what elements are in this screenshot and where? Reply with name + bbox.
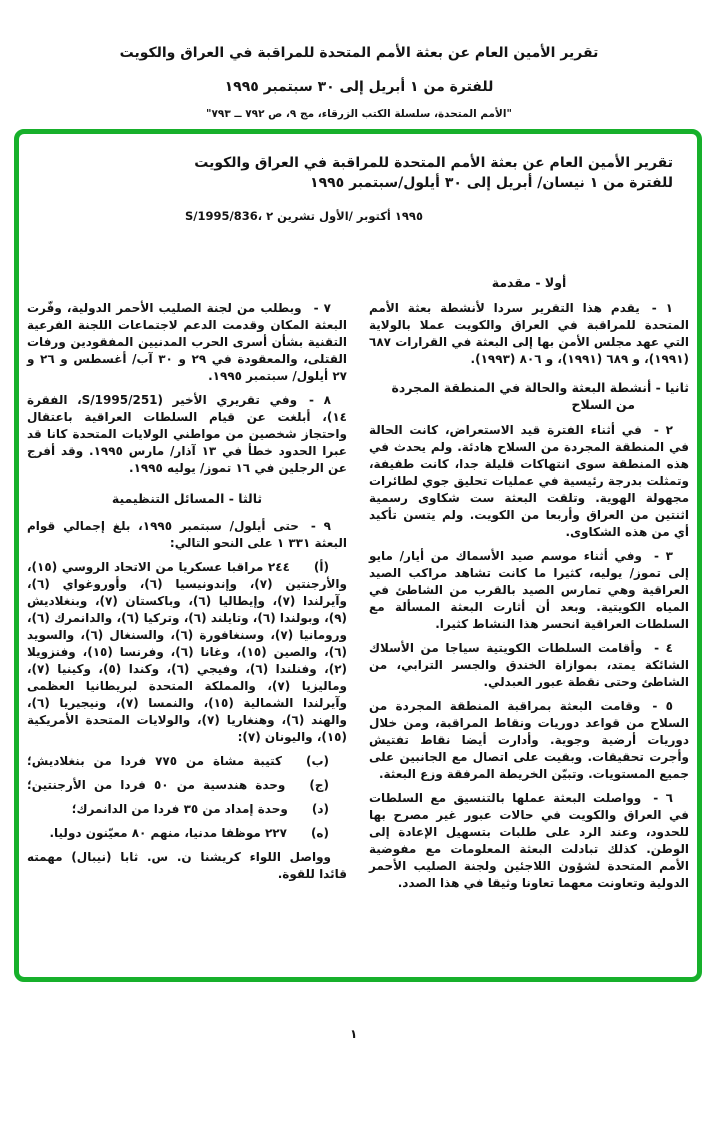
header-source-line: "الأمم المتحدة، سلسلة الكتب الزرقاء، مج ٩، ص ٧٩٢ ــ ٧٩٣" (206, 108, 512, 120)
paragraph-6 (369, 790, 689, 892)
section-heading-2: ثانيا - أنشطة البعثة والحالة في المنطقة المجردة من السلاح (391, 380, 689, 412)
section-heading-1: أولا - مقدمة (491, 275, 567, 290)
document-title-line2: للفترة من ١ نيسان/ أبريل إلى ٣٠ أيلول/سبتمبر ١٩٩٥ (310, 175, 673, 191)
paragraph-8 (27, 392, 347, 477)
paragraph-8-number: ٨ - (309, 393, 331, 407)
document-columns (19, 224, 697, 892)
paragraph-3-number: ٣ - (653, 549, 673, 563)
paragraph-8-text: وفي تقريري الأخير (S/1995/251، الفقرة ١٤)، أبلغت عن قيام السلطات العراقية باعتقال واحتجاز شخصين من مواطني الولايات المتحدة كانا قد عبرا الحدود خطأ في ١٣ آذار/ مارس ١٩٩٥. وقد أفرج عن الرجلين في ١٦ تموز/ يوليه ١٩٩٥. (27, 393, 347, 475)
paragraph-3-text: وفي أثناء موسم صيد الأسماك من أيار/ مايو إلى تموز/ يوليه، كثيرا ما كانت تشاهد مراكب الصيد العراقية وهي تمارس الصيد بالقرب من الشاطئ في المياه الكويتية. وبعد أن أثارت البعثة المسألة مع السلطات العراقية انحسر هذا النشاط كثيرا. (369, 549, 689, 631)
list-item-b-text: كتيبة مشاة من ٧٧٥ فردا من بنغلاديش؛ (27, 754, 282, 768)
paragraph-1 (369, 300, 689, 368)
list-item-d (27, 801, 347, 818)
list-item-a-text: ٢٤٤ مراقبا عسكريا من الاتحاد الروسي (١٥)، والأرجنتين (٧)، وإندونيسيا (٦)، وأوروغواي (٦)، وآيرلندا (٧)، وإيطاليا (٦)، وباكستان (٧)، وبنغلاديش (٩)، وبولندا (٦)، وتايلند (٦)، وتركيا (٦)، والدانمرك (٦)، ورومانيا (٧)، وسنغافورة (٦)، والسنغال (٦)، والسويد (٦)، والصين (١٥)، وغانا (٦)، وفرنسا (١٥)، وفنزويلا (٢)، وفنلندا (٦)، وفيجي (٦)، وكندا (٥)، وكينيا (٧)، وماليزيا (٧)، والمملكة المتحدة لبريطانيا العظمى وآيرلندا الشمالية (١٥)، والنمسا (٧)، ونيجيريا (٦)، والهند (٦)، وهنغاريا (٧)، والولايات المتحدة الأمريكية (١٥)، واليونان (٧): (27, 560, 348, 744)
list-item-a-marker: (أ) (313, 560, 329, 574)
list-item-e-text: ٢٢٧ موظفا مدنيا، منهم ٨٠ معيّنون دوليا. (49, 826, 287, 840)
paragraph-2 (369, 422, 689, 541)
document-title (19, 134, 697, 193)
column-left (27, 274, 347, 892)
paragraph-1-number: ١ - (651, 301, 673, 315)
paragraph-2-number: ٢ - (653, 423, 673, 437)
paragraph-7-text: وبطلب من لجنة الصليب الأحمر الدولية، وفّرت البعثة المكان وقدمت الدعم لاجتماعات اللجنة الفرعية التقنية بشأن أسرى الحرب المدنيين المفقودين ورفات القتلى، والمعقودة في ٢٩ و ٣٠ آب/ أغسطس و ٢٦ و ٢٧ أيلول/ سبتمبر ١٩٩٥. (27, 301, 347, 383)
header-title-line2: للفترة من ١ أبريل إلى ٣٠ سبتمبر ١٩٩٥ (224, 79, 494, 95)
closing-paragraph-text: وواصل اللواء كريشنا ن. س. ثابا (نيبال) مهمته قائدا للقوة. (27, 850, 347, 881)
document-title-line1: تقرير الأمين العام عن بعثة الأمم المتحدة للمراقبة في العراق والكويت (194, 155, 673, 171)
document-symbol-date: S/1995/836، ٢ تشرين الأول/ أكتوبر ١٩٩٥ (185, 209, 423, 223)
paragraph-7-number: ٧ - (313, 301, 331, 315)
list-item-e-marker: (ه) (310, 826, 329, 840)
paragraph-5-text: وقامت البعثة بمراقبة المنطقة المجردة من السلاح من قواعد دوريات ونقاط المراقبة، ومن خلال دوريات أرضية وجوية. وأدارت أيضا نقاط تفتيش وأجرت تحقيقات. وبقيت على اتصال مع الجانبين على جميع المستويات. وتبيّن الخريطة المرفقة وزع البعثة. (369, 699, 689, 781)
paragraph-7 (27, 300, 347, 385)
paragraph-1-text: يقدم هذا التقرير سردا لأنشطة بعثة الأمم المتحدة للمراقبة في العراق والكويت عملا بالولاية التي عهد مجلس الأمن بها إلى البعثة في القرارات ٦٨٧ (١٩٩١)، و ٦٨٩ (١٩٩١)، و ٨٠٦ (١٩٩٣). (369, 301, 689, 366)
page-header (0, 44, 718, 121)
list-item-d-text: وحدة إمداد من ٣٥ فردا من الدانمرك؛ (71, 802, 288, 816)
list-item-b (27, 753, 347, 770)
paragraph-4-number: ٤ - (654, 641, 673, 655)
paragraph-5-number: ٥ - (652, 699, 673, 713)
list-item-e (27, 825, 347, 842)
section-heading-3: ثالثا - المسائل التنظيمية (111, 491, 263, 506)
list-item-d-marker: (د) (311, 802, 329, 816)
paragraph-4 (369, 640, 689, 691)
list-item-c-text: وحدة هندسية من ٥٠ فردا من الأرجنتين؛ (27, 778, 286, 792)
document-frame (14, 129, 702, 982)
paragraph-5 (369, 698, 689, 783)
paragraph-6-number: ٦ - (653, 791, 673, 805)
paragraph-3 (369, 548, 689, 633)
paragraph-4-text: وأقامت السلطات الكويتية سياجا من الأسلاك الشائكة يمتد، بموازاة الخندق والجسر الترابي، من الشاطئ وحتى نقطة عبور العبدلي. (369, 641, 689, 689)
list-item-c (27, 777, 347, 794)
closing-paragraph (27, 849, 347, 883)
column-right (369, 274, 689, 892)
paragraph-9-text: حتى أيلول/ سبتمبر ١٩٩٥، بلغ إجمالي قوام البعثة ١ ٣٣١ على النحو التالي: (27, 519, 347, 550)
list-item-c-marker: (ج) (309, 778, 329, 792)
page-number: ١ (350, 1027, 358, 1041)
paragraph-9 (27, 518, 347, 552)
list-item-a (27, 559, 347, 746)
header-title-line1: تقرير الأمين العام عن بعثة الأمم المتحدة للمراقبة في العراق والكويت (119, 45, 599, 61)
paragraph-2-text: في أثناء الفترة قيد الاستعراض، كانت الحالة في المنطقة المجردة من السلاح هادئة. ولم يحدث في هذه المنطقة سوى انتهاكات قليلة جدا، كانت طفيفة، وتمثلت بدرجة رئيسية في عمليات تحليق جوي لطائرات مجهولة الهوية. وتلقت البعثة ست شكاوى رسمية اثنتين من العراق وأربعا من الكويت. ولم يتسن تأكيد أي من هذه الشكاوى. (369, 423, 689, 539)
paragraph-6-text: وواصلت البعثة عملها بالتنسيق مع السلطات في العراق والكويت في حالات عبور غير مصرح بها للحدود، وعند الرد على طلبات بتسهيل الإعادة إلى الوطن. كذلك تبادلت البعثة المعلومات مع مفوضية الأمم المتحدة لشؤون اللاجئين ولجنة الصليب الأحمر الدولية وتعاونت معهما تعاونا وثيقا في هذا الصدد. (369, 791, 689, 890)
paragraph-9-number: ٩ - (310, 519, 331, 533)
list-item-b-marker: (ب) (305, 754, 329, 768)
